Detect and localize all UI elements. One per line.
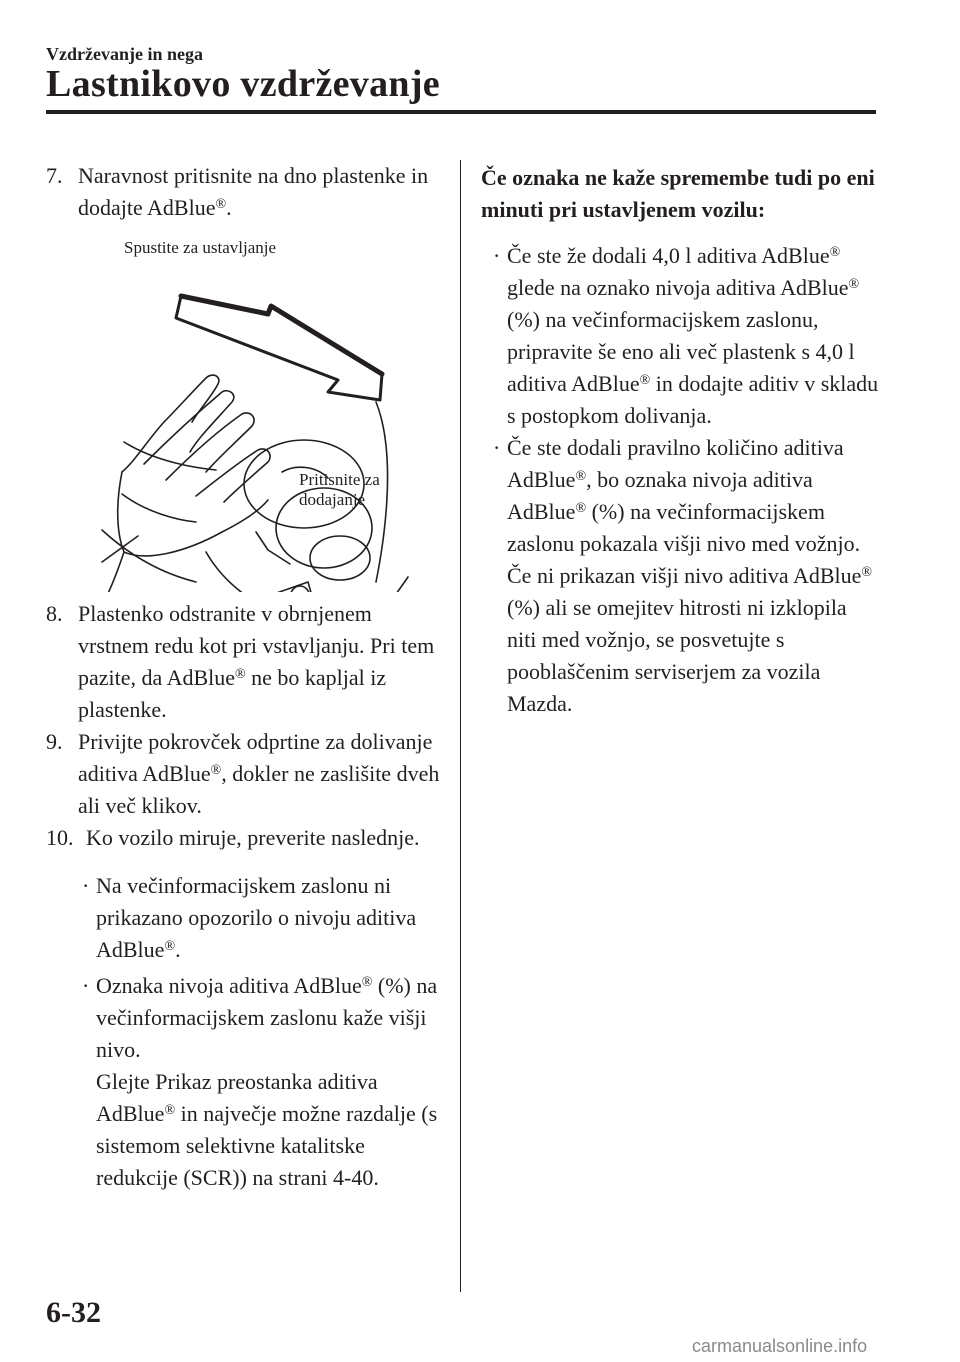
registered-mark: ®: [639, 373, 651, 388]
list-item-text-cont: (%) na večinformacijskem zaslonu pokazala višji nivo med vožnjo. Če ni prikazan višji nivo aditiva AdBlue: [507, 499, 862, 588]
list-item: [82, 870, 446, 966]
step-text-cont: , dokler ne zaslišite dveh ali več klikov.: [78, 761, 440, 818]
registered-mark: ®: [210, 763, 222, 778]
figure-label-stop: Spustite za ustavljanje: [124, 238, 277, 257]
left-column: [46, 160, 446, 1194]
list-item-text-cont: glede na oznako nivoja aditiva AdBlue: [507, 275, 849, 300]
step-10: [46, 822, 446, 854]
step-text: Plastenko odstranite v obrnjenem vrstnem redu kot pri vstavljanju. Pri tem pazite, da AdBlue: [78, 601, 435, 690]
title-rule: [46, 110, 876, 114]
step-number: 8.: [46, 601, 63, 626]
step-text: Privijte pokrovček odprtine za dolivanje aditiva AdBlue: [78, 729, 433, 786]
check-list: [46, 870, 446, 1194]
registered-mark: ®: [164, 939, 176, 954]
figure-label-push: Pritisnite za dodajanje: [299, 470, 380, 509]
list-item-text-cont: (%) na večinformacijskem zaslonu, pripravite še eno ali več plastenk s 4,0 l aditiva AdBlue: [507, 307, 855, 396]
step-text-cont: ne bo kapljal iz plastenke.: [78, 665, 387, 722]
registered-mark: ®: [848, 277, 860, 292]
step-text: Naravnost pritisnite na dno plastenke in dodajte AdBlue: [78, 163, 429, 220]
step-number: 10.: [46, 825, 74, 850]
list-item-text: Če ste že dodali 4,0 l aditiva AdBlue: [507, 243, 830, 268]
list-item: [82, 970, 446, 1194]
cross-reference-text-cont: in največje možne razdalje (s sistemom selektivne katalitske redukcije (SCR)) na strani 4-40.: [96, 1101, 438, 1190]
list-item-text-end: (%) ali se omejitev hitrosti ni izklopila niti med vožnjo, se posvetujte s pooblaščenim serviserjem za vozila Mazda.: [507, 595, 847, 716]
bullet-dot-icon: ·: [82, 873, 90, 898]
bullet-dot-icon: ·: [493, 243, 501, 268]
step-text: Ko vozilo miruje, preverite naslednje.: [86, 825, 420, 850]
condition-heading: Če oznaka ne kaže spremembe tudi po eni minuti pri ustavljenem vozilu:: [481, 165, 875, 222]
step-number: 7.: [46, 163, 63, 188]
list-item-text-cont: (%) na večinformacijskem zaslonu kaže višji nivo.: [96, 973, 438, 1062]
bullet-dot-icon: ·: [82, 973, 90, 998]
page-number: 6-32: [46, 1296, 101, 1329]
registered-mark: ®: [235, 667, 246, 682]
list-item: [493, 240, 881, 432]
registered-mark: ®: [861, 565, 873, 580]
right-column: [481, 162, 881, 720]
list-item-text: Oznaka nivoja aditiva AdBlue: [96, 973, 362, 998]
bullet-dot-icon: ·: [493, 435, 501, 460]
adblue-refill-illustration: [46, 232, 446, 592]
registered-mark: ®: [361, 975, 373, 990]
list-item: [493, 432, 881, 720]
advice-list: [481, 240, 881, 720]
list-item-text-end: in dodajte aditiv v skladu s postopkom dolivanja.: [507, 371, 879, 428]
registered-mark: ®: [164, 1103, 176, 1118]
watermark: carmanualsonline.info: [692, 1336, 868, 1356]
registered-mark: ®: [829, 245, 841, 260]
step-number: 9.: [46, 729, 63, 754]
section-label: Vzdrževanje in nega: [46, 44, 203, 64]
step-text-end: .: [226, 195, 232, 220]
step-9: [46, 726, 446, 822]
registered-mark: ®: [575, 469, 587, 484]
cross-reference-text: Glejte Prikaz preostanka aditiva AdBlue: [96, 1069, 378, 1126]
step-7: [46, 160, 446, 224]
list-item-text: Na večinformacijskem zaslonu ni prikazano opozorilo o nivoju aditiva AdBlue: [96, 873, 417, 962]
registered-mark: ®: [215, 197, 227, 212]
column-divider: [460, 160, 461, 1292]
list-item-text: Če ste dodali pravilno količino aditiva AdBlue: [507, 435, 844, 492]
hand-bottle-illustration: [46, 232, 446, 592]
registered-mark: ®: [575, 501, 587, 516]
list-item-text-end: .: [175, 937, 181, 962]
list-item-text-cont: , bo oznaka nivoja aditiva AdBlue: [507, 467, 813, 524]
page-title: Lastnikovo vzdrževanje: [46, 63, 440, 105]
step-8: [46, 598, 446, 726]
